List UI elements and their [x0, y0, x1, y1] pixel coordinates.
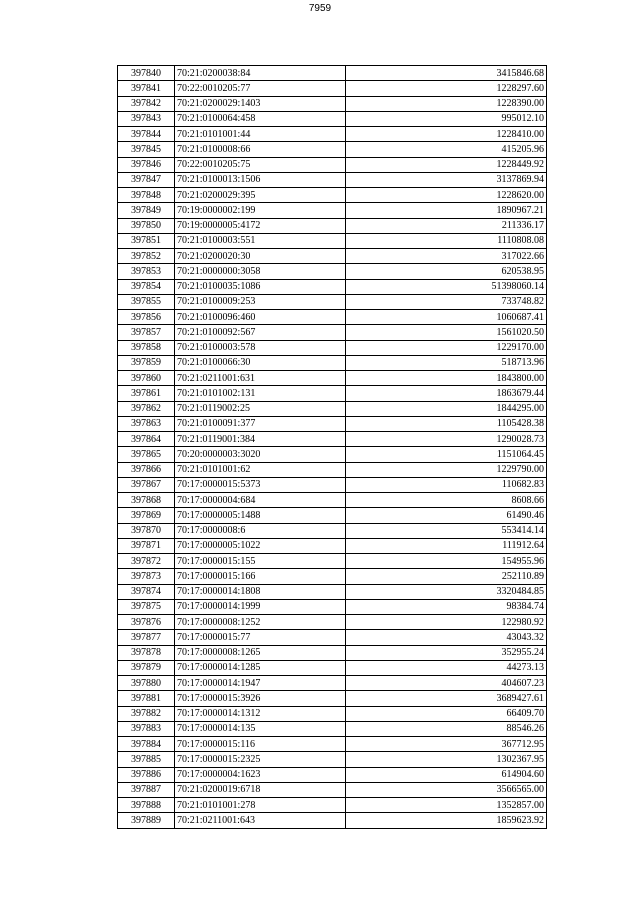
table-row [118, 157, 547, 172]
cadastral-number-cell: 70:21:0100096:460 [175, 310, 346, 325]
row-number-cell: 397843 [118, 111, 175, 126]
cadastral-number-cell: 70:17:0000015:166 [175, 569, 346, 584]
cadastral-number-cell: 70:21:0100003:578 [175, 340, 346, 355]
table-row [118, 798, 547, 813]
cadastral-number-cell: 70:21:0100092:567 [175, 325, 346, 340]
value-cell: 1060687.41 [346, 310, 547, 325]
value-cell: 995012.10 [346, 111, 547, 126]
value-cell: 553414.14 [346, 523, 547, 538]
row-number-cell: 397880 [118, 676, 175, 691]
value-cell: 51398060.14 [346, 279, 547, 294]
row-number-cell: 397854 [118, 279, 175, 294]
table-row [118, 142, 547, 157]
table-row [118, 249, 547, 264]
cadastral-number-cell: 70:17:0000015:3926 [175, 691, 346, 706]
table-row [118, 554, 547, 569]
cadastral-number-cell: 70:21:0100064:458 [175, 111, 346, 126]
row-number-cell: 397888 [118, 798, 175, 813]
table-row [118, 279, 547, 294]
cadastral-number-cell: 70:21:0100013:1506 [175, 172, 346, 187]
value-cell: 1228390.00 [346, 96, 547, 111]
table-row [118, 508, 547, 523]
value-cell: 98384.74 [346, 599, 547, 614]
row-number-cell: 397859 [118, 355, 175, 370]
row-number-cell: 397867 [118, 477, 175, 492]
cadastral-number-cell: 70:17:0000014:1312 [175, 706, 346, 721]
table-row [118, 386, 547, 401]
value-cell: 3137869.94 [346, 172, 547, 187]
row-number-cell: 397860 [118, 371, 175, 386]
row-number-cell: 397884 [118, 737, 175, 752]
row-number-cell: 397883 [118, 721, 175, 736]
value-cell: 154955.96 [346, 554, 547, 569]
row-number-cell: 397842 [118, 96, 175, 111]
value-cell: 404607.23 [346, 676, 547, 691]
value-cell: 88546.26 [346, 721, 547, 736]
cadastral-number-cell: 70:17:0000015:77 [175, 630, 346, 645]
table-row [118, 310, 547, 325]
table-row [118, 782, 547, 797]
value-cell: 1229170.00 [346, 340, 547, 355]
value-cell: 1228620.00 [346, 188, 547, 203]
table-row [118, 538, 547, 553]
row-number-cell: 397872 [118, 554, 175, 569]
value-cell: 367712.95 [346, 737, 547, 752]
value-cell: 43043.32 [346, 630, 547, 645]
row-number-cell: 397863 [118, 416, 175, 431]
table-row [118, 737, 547, 752]
cadastral-number-cell: 70:17:0000015:116 [175, 737, 346, 752]
cadastral-value-table [117, 65, 547, 829]
table-row [118, 233, 547, 248]
cadastral-number-cell: 70:21:0100008:66 [175, 142, 346, 157]
table-row [118, 188, 547, 203]
table-row [118, 752, 547, 767]
row-number-cell: 397848 [118, 188, 175, 203]
row-number-cell: 397882 [118, 706, 175, 721]
cadastral-number-cell: 70:21:0000000:3058 [175, 264, 346, 279]
value-cell: 1290028.73 [346, 432, 547, 447]
row-number-cell: 397869 [118, 508, 175, 523]
row-number-cell: 397865 [118, 447, 175, 462]
table-row [118, 340, 547, 355]
table-row [118, 767, 547, 782]
value-cell: 3566565.00 [346, 782, 547, 797]
cadastral-number-cell: 70:21:0101001:278 [175, 798, 346, 813]
table-row [118, 584, 547, 599]
value-cell: 1228449.92 [346, 157, 547, 172]
table-row [118, 462, 547, 477]
table-row [118, 111, 547, 126]
row-number-cell: 397862 [118, 401, 175, 416]
cadastral-number-cell: 70:22:0010205:77 [175, 81, 346, 96]
row-number-cell: 397866 [118, 462, 175, 477]
row-number-cell: 397858 [118, 340, 175, 355]
cadastral-number-cell: 70:17:0000005:1488 [175, 508, 346, 523]
table-row [118, 721, 547, 736]
table-row [118, 96, 547, 111]
row-number-cell: 397857 [118, 325, 175, 340]
table-row [118, 493, 547, 508]
row-number-cell: 397851 [118, 233, 175, 248]
cadastral-number-cell: 70:17:0000008:1265 [175, 645, 346, 660]
value-cell: 317022.66 [346, 249, 547, 264]
value-cell: 1561020.50 [346, 325, 547, 340]
cadastral-number-cell: 70:17:0000014:1947 [175, 676, 346, 691]
value-cell: 1890967.21 [346, 203, 547, 218]
value-cell: 415205.96 [346, 142, 547, 157]
row-number-cell: 397870 [118, 523, 175, 538]
table-row [118, 447, 547, 462]
cadastral-number-cell: 70:21:0101002:131 [175, 386, 346, 401]
row-number-cell: 397868 [118, 493, 175, 508]
cadastral-number-cell: 70:17:0000015:5373 [175, 477, 346, 492]
row-number-cell: 397847 [118, 172, 175, 187]
table-row [118, 432, 547, 447]
value-cell: 110682.83 [346, 477, 547, 492]
value-cell: 252110.89 [346, 569, 547, 584]
table-row [118, 81, 547, 96]
row-number-cell: 397849 [118, 203, 175, 218]
table-row [118, 371, 547, 386]
table-row [118, 676, 547, 691]
page-number: 7959 [308, 3, 332, 14]
cadastral-number-cell: 70:21:0100066:30 [175, 355, 346, 370]
table-row [118, 416, 547, 431]
table-row [118, 355, 547, 370]
cadastral-number-cell: 70:17:0000004:684 [175, 493, 346, 508]
value-cell: 1110808.08 [346, 233, 547, 248]
cadastral-number-cell: 70:21:0200029:1403 [175, 96, 346, 111]
row-number-cell: 397840 [118, 66, 175, 81]
value-cell: 1844295.00 [346, 401, 547, 416]
cadastral-number-cell: 70:21:0100035:1086 [175, 279, 346, 294]
row-number-cell: 397845 [118, 142, 175, 157]
table-row [118, 218, 547, 233]
row-number-cell: 397852 [118, 249, 175, 264]
row-number-cell: 397873 [118, 569, 175, 584]
row-number-cell: 397885 [118, 752, 175, 767]
table-row [118, 569, 547, 584]
value-cell: 3689427.61 [346, 691, 547, 706]
value-cell: 8608.66 [346, 493, 547, 508]
row-number-cell: 397879 [118, 660, 175, 675]
row-number-cell: 397844 [118, 127, 175, 142]
cadastral-number-cell: 70:17:0000015:2325 [175, 752, 346, 767]
value-cell: 352955.24 [346, 645, 547, 660]
value-cell: 620538.95 [346, 264, 547, 279]
table-row [118, 660, 547, 675]
cadastral-number-cell: 70:17:0000015:155 [175, 554, 346, 569]
value-cell: 733748.82 [346, 294, 547, 309]
table-row [118, 813, 547, 828]
row-number-cell: 397881 [118, 691, 175, 706]
table-row [118, 645, 547, 660]
cadastral-number-cell: 70:19:0000002:199 [175, 203, 346, 218]
row-number-cell: 397856 [118, 310, 175, 325]
row-number-cell: 397841 [118, 81, 175, 96]
value-cell: 44273.13 [346, 660, 547, 675]
row-number-cell: 397864 [118, 432, 175, 447]
value-cell: 1352857.00 [346, 798, 547, 813]
table-row [118, 477, 547, 492]
row-number-cell: 397871 [118, 538, 175, 553]
row-number-cell: 397850 [118, 218, 175, 233]
table-row [118, 523, 547, 538]
cadastral-number-cell: 70:21:0211001:643 [175, 813, 346, 828]
value-cell: 1105428.38 [346, 416, 547, 431]
value-cell: 66409.70 [346, 706, 547, 721]
cadastral-number-cell: 70:22:0010205:75 [175, 157, 346, 172]
cadastral-number-cell: 70:21:0200019:6718 [175, 782, 346, 797]
cadastral-number-cell: 70:17:0000004:1623 [175, 767, 346, 782]
cadastral-number-cell: 70:21:0200020:30 [175, 249, 346, 264]
row-number-cell: 397861 [118, 386, 175, 401]
cadastral-number-cell: 70:17:0000014:1285 [175, 660, 346, 675]
value-cell: 3415846.68 [346, 66, 547, 81]
value-cell: 3320484.85 [346, 584, 547, 599]
value-cell: 614904.60 [346, 767, 547, 782]
row-number-cell: 397855 [118, 294, 175, 309]
row-number-cell: 397846 [118, 157, 175, 172]
table-row [118, 172, 547, 187]
table-body [118, 66, 547, 829]
value-cell: 1228297.60 [346, 81, 547, 96]
cadastral-number-cell: 70:21:0200038:84 [175, 66, 346, 81]
row-number-cell: 397853 [118, 264, 175, 279]
table-row [118, 630, 547, 645]
table-row [118, 691, 547, 706]
cadastral-number-cell: 70:17:0000014:1999 [175, 599, 346, 614]
cadastral-number-cell: 70:19:0000005:4172 [175, 218, 346, 233]
value-cell: 1863679.44 [346, 386, 547, 401]
value-cell: 122980.92 [346, 615, 547, 630]
row-number-cell: 397887 [118, 782, 175, 797]
table-row [118, 599, 547, 614]
value-cell: 111912.64 [346, 538, 547, 553]
cadastral-number-cell: 70:21:0100091:377 [175, 416, 346, 431]
row-number-cell: 397886 [118, 767, 175, 782]
cadastral-number-cell: 70:17:0000014:1808 [175, 584, 346, 599]
row-number-cell: 397878 [118, 645, 175, 660]
value-cell: 518713.96 [346, 355, 547, 370]
value-cell: 1302367.95 [346, 752, 547, 767]
table-row [118, 127, 547, 142]
value-cell: 1228410.00 [346, 127, 547, 142]
row-number-cell: 397876 [118, 615, 175, 630]
value-cell: 1843800.00 [346, 371, 547, 386]
table-row [118, 401, 547, 416]
row-number-cell: 397877 [118, 630, 175, 645]
value-cell: 1151064.45 [346, 447, 547, 462]
cadastral-number-cell: 70:17:0000014:135 [175, 721, 346, 736]
value-cell: 1859623.92 [346, 813, 547, 828]
row-number-cell: 397875 [118, 599, 175, 614]
table-row [118, 706, 547, 721]
table-row [118, 294, 547, 309]
value-cell: 1229790.00 [346, 462, 547, 477]
table-row [118, 264, 547, 279]
cadastral-number-cell: 70:17:0000008:6 [175, 523, 346, 538]
cadastral-number-cell: 70:21:0200029:395 [175, 188, 346, 203]
value-cell: 211336.17 [346, 218, 547, 233]
cadastral-number-cell: 70:21:0211001:631 [175, 371, 346, 386]
row-number-cell: 397889 [118, 813, 175, 828]
cadastral-number-cell: 70:17:0000005:1022 [175, 538, 346, 553]
cadastral-number-cell: 70:20:0000003:3020 [175, 447, 346, 462]
row-number-cell: 397874 [118, 584, 175, 599]
cadastral-number-cell: 70:21:0100003:551 [175, 233, 346, 248]
cadastral-number-cell: 70:21:0101001:62 [175, 462, 346, 477]
value-cell: 61490.46 [346, 508, 547, 523]
table-row [118, 615, 547, 630]
table-row [118, 66, 547, 81]
cadastral-number-cell: 70:17:0000008:1252 [175, 615, 346, 630]
cadastral-number-cell: 70:21:0101001:44 [175, 127, 346, 142]
table-row [118, 203, 547, 218]
cadastral-number-cell: 70:21:0100009:253 [175, 294, 346, 309]
cadastral-number-cell: 70:21:0119001:384 [175, 432, 346, 447]
cadastral-number-cell: 70:21:0119002:25 [175, 401, 346, 416]
table-row [118, 325, 547, 340]
